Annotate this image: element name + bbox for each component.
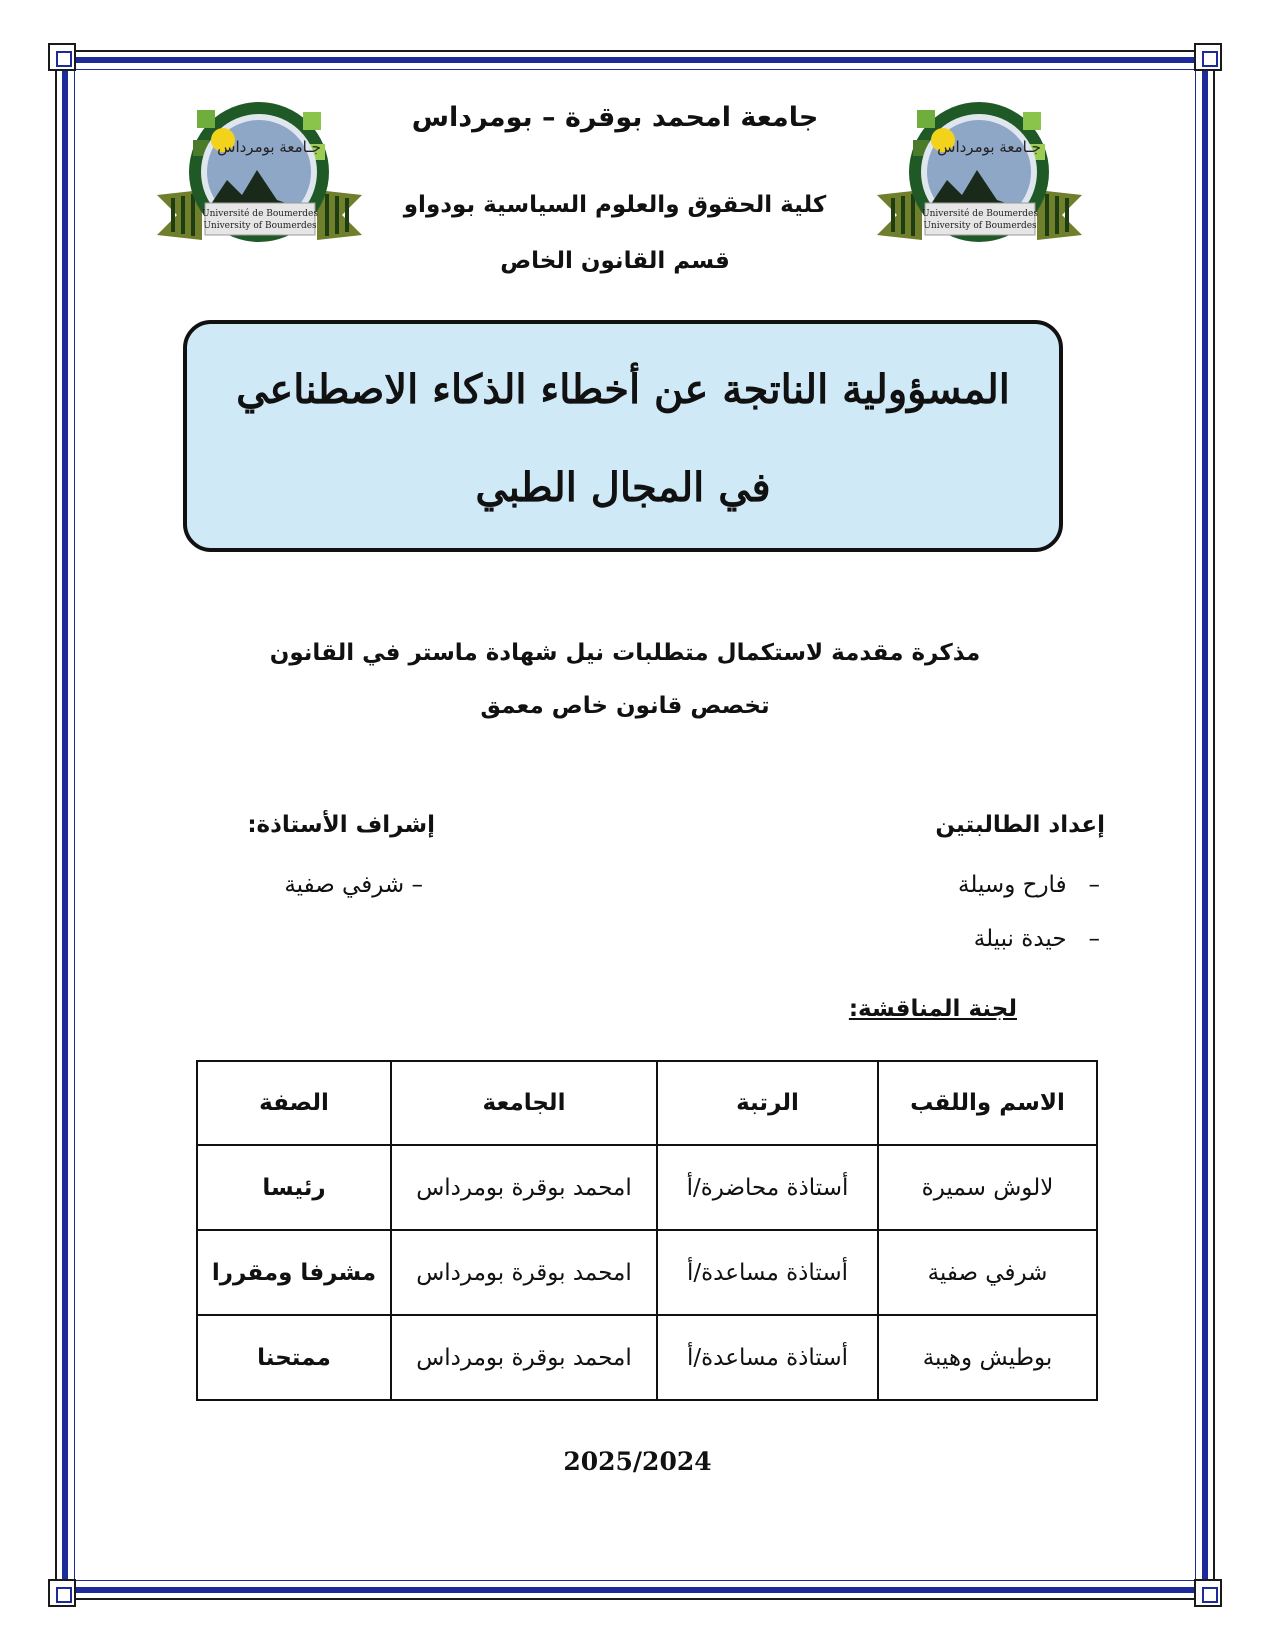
column-header-role: الصفة (197, 1061, 391, 1145)
student-name: فارح وسيلة (958, 872, 1067, 898)
university-name: جامعة امحمد بوقرة – بومرداس (411, 102, 819, 133)
corner-ornament-top-left (48, 43, 76, 71)
student-item (958, 872, 1100, 898)
column-header-rank: الرتبة (657, 1061, 878, 1145)
table-row (197, 1315, 1097, 1400)
student-name: حيدة نبيلة (973, 926, 1067, 952)
academic-year: 2025/2024 (563, 1447, 712, 1476)
member-role: ممتحنا (197, 1315, 391, 1400)
member-name: بوطيش وهيبة (878, 1315, 1097, 1400)
student-item (974, 926, 1100, 952)
member-rank: أستاذة محاضرة/أ (657, 1145, 878, 1230)
thesis-title-box (183, 320, 1063, 552)
corner-ornament-top-right (1194, 43, 1222, 71)
logo-banner-fr: Université de Boumerdes (202, 209, 318, 219)
column-header-university: الجامعة (391, 1061, 657, 1145)
thesis-specialization: تخصص قانون خاص معمق (480, 693, 770, 719)
member-name: لالوش سميرة (878, 1145, 1097, 1230)
column-header-name: الاسم واللقب (878, 1061, 1097, 1145)
member-university: امحمد بوقرة بومرداس (391, 1145, 657, 1230)
logo-banner-en: University of Boumerdes (203, 221, 317, 231)
supervisor-name: – شرفي صفية (284, 872, 423, 898)
faculty-name: كلية الحقوق والعلوم السياسية بودواو (403, 192, 827, 218)
table-row (197, 1230, 1097, 1315)
committee-table (196, 1060, 1098, 1401)
university-logo-left (157, 100, 362, 250)
corner-ornament-bottom-left (48, 1579, 76, 1607)
member-university: امحمد بوقرة بومرداس (391, 1230, 657, 1315)
table-header-row (197, 1061, 1097, 1145)
member-rank: أستاذة مساعدة/أ (657, 1315, 878, 1400)
thesis-title-line-2: في المجال الطبي (475, 464, 771, 511)
students-heading: إعداد الطالبتين (935, 812, 1105, 838)
logo-banner-fr: Université de Boumerdes (922, 209, 1038, 219)
member-role: مشرفا ومقررا (197, 1230, 391, 1315)
thesis-title-line-1: المسؤولية الناتجة عن أخطاء الذكاء الاصطناعي (236, 366, 1010, 413)
logo-arabic-text: جـامعة بومرداس (217, 138, 321, 156)
member-name: شرفي صفية (878, 1230, 1097, 1315)
logo-banner-en: University of Boumerdes (923, 221, 1037, 231)
bullet-dash: – (1088, 926, 1100, 952)
thesis-purpose: مذكرة مقدمة لاستكمال متطلبات نيل شهادة ماستر في القانون (269, 640, 981, 666)
member-university: امحمد بوقرة بومرداس (391, 1315, 657, 1400)
corner-ornament-bottom-right (1194, 1579, 1222, 1607)
committee-heading: لجنة المناقشة: (848, 996, 1017, 1022)
logo-arabic-text: جـامعة بومرداس (937, 138, 1041, 156)
supervisor-heading: إشراف الأستاذة: (247, 812, 435, 838)
university-logo-right (877, 100, 1082, 250)
member-role: رئيسا (197, 1145, 391, 1230)
bullet-dash: – (1088, 872, 1100, 898)
department-name: قسم القانون الخاص (500, 248, 730, 274)
member-rank: أستاذة مساعدة/أ (657, 1230, 878, 1315)
table-row (197, 1145, 1097, 1230)
